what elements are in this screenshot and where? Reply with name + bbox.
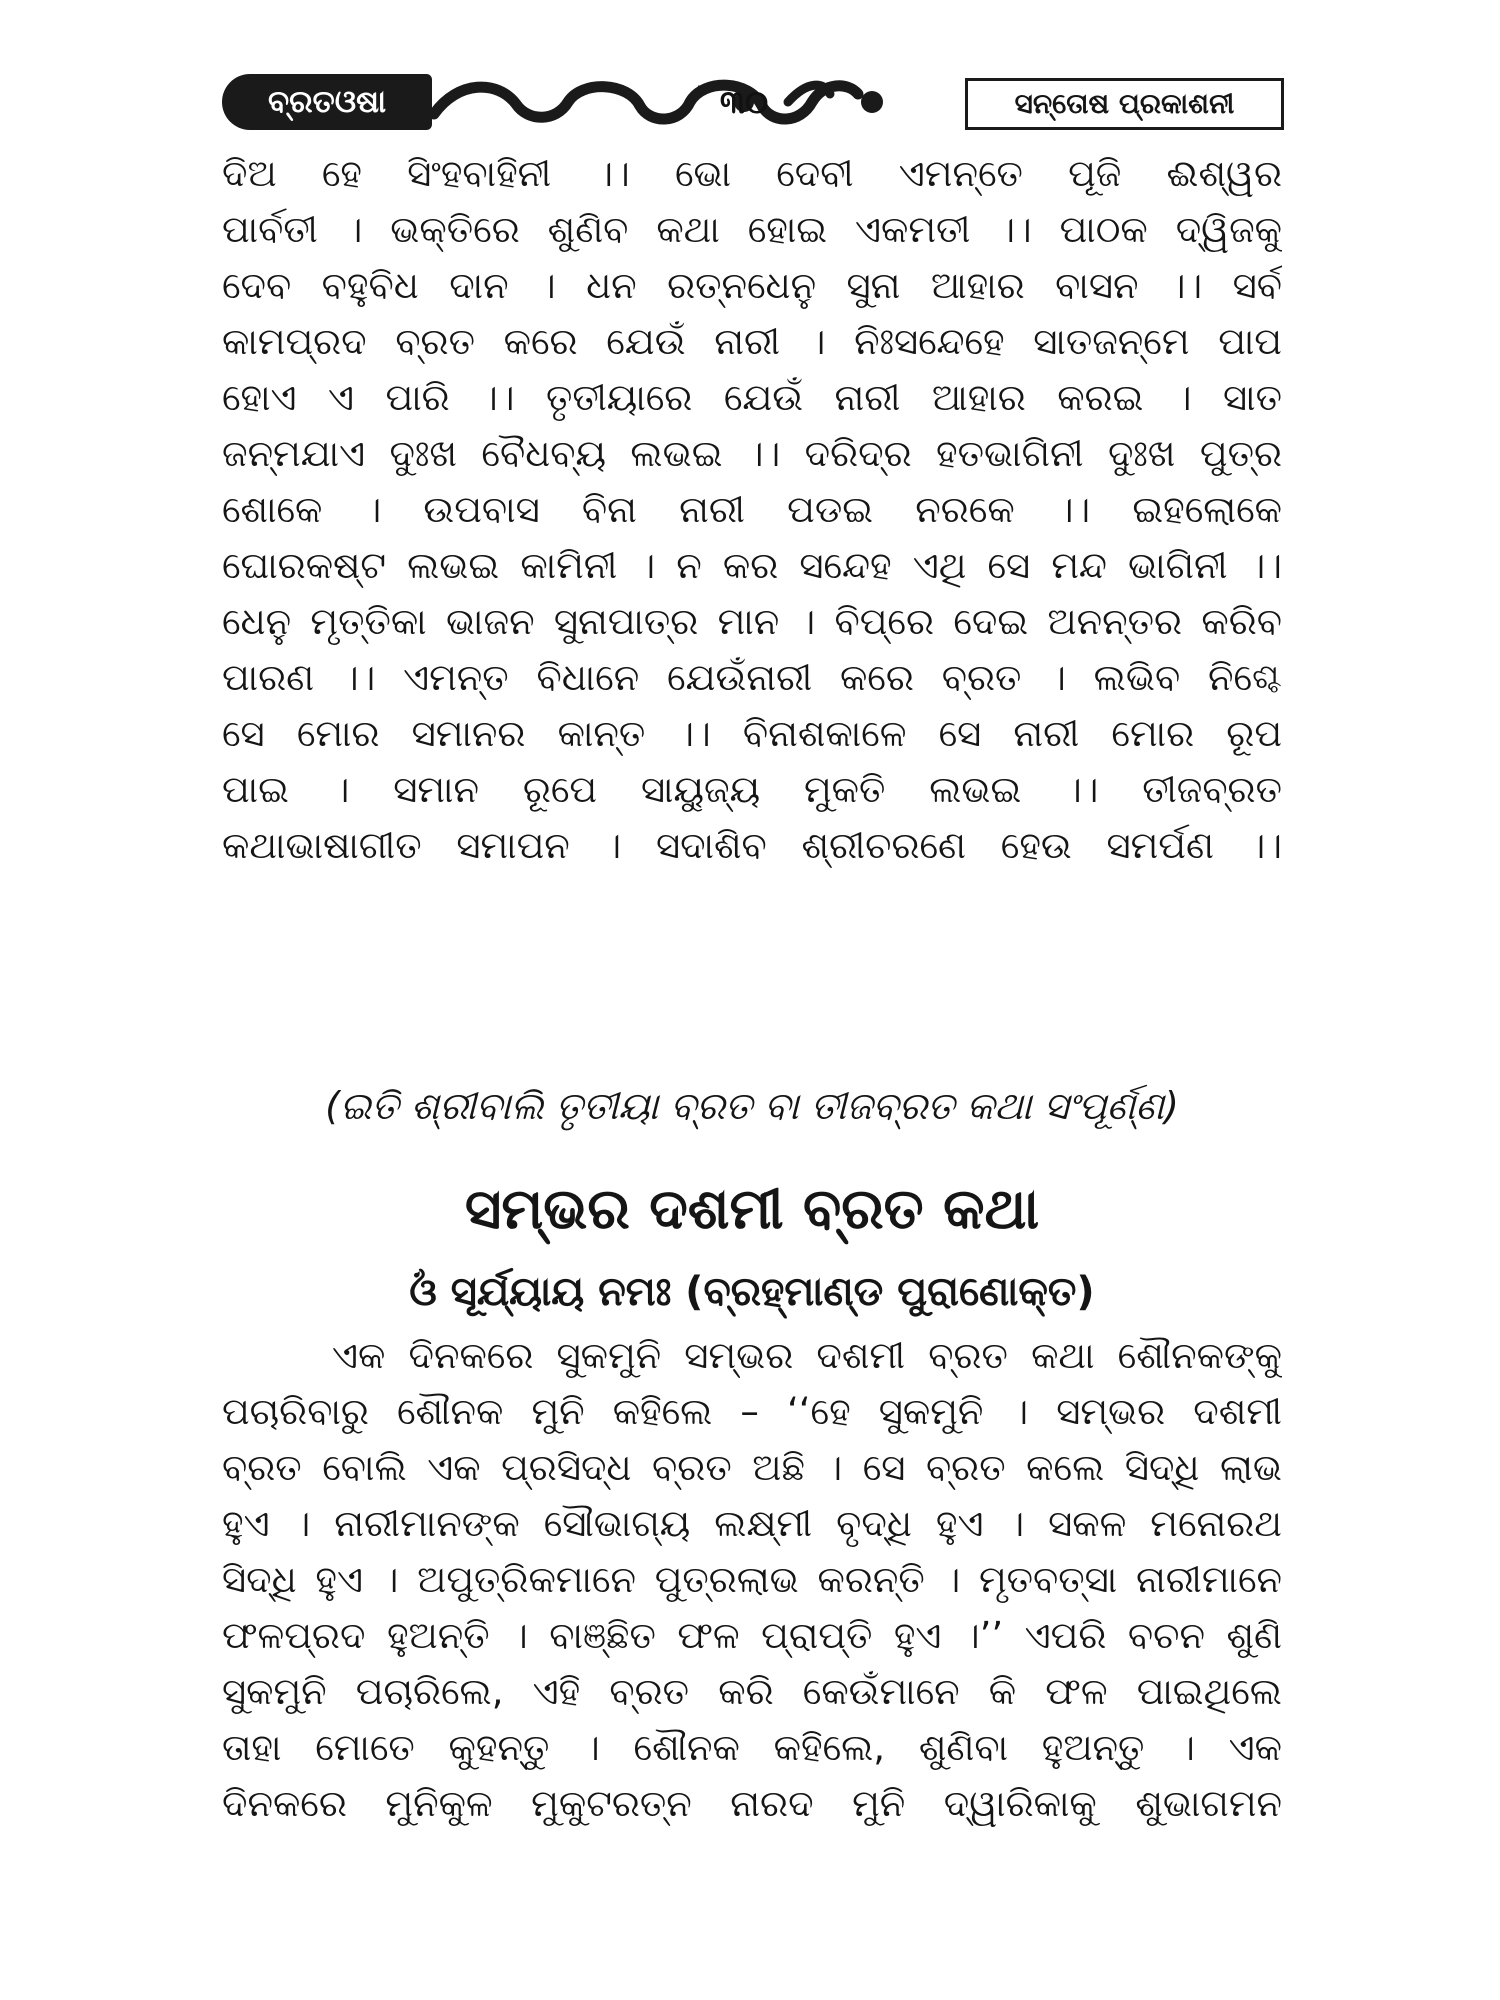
text-line: ଧେନୁ ମୃତ୍ତିକା ଭାଜନ ସୁନାପାତ୍ର ମାନ । ବିପ୍ରେ ଦେଇ ଅନନ୍ତର କରିବ xyxy=(222,600,1282,643)
text-line: ଦିଅ ହେ ସିଂହବାହିନୀ ।। ଭୋ ଦେବୀ ଏମନ୍ତେ ପୂଜି ଈଶ୍ୱର xyxy=(222,152,1282,195)
text-line: ଫଳପ୍ରଦ ହୁଅନ୍ତି । ବାଞ୍ଛିତ ଫଳ ପ୍ରାପ୍ତି ହୁଏ ।’’ ଏପରି ବଚନ ଶୁଣି xyxy=(222,1614,1282,1657)
text-line: ଏକ ଦିନକରେ ସୁକମୁନି ସମ୍ଭର ଦଶମୀ ବ୍ରତ କଥା ଶୌନକଙ୍କୁ xyxy=(332,1334,1282,1377)
text-line: ସେ ମୋର ସମାନର କାନ୍ତ ।। ବିନାଶକାଳେ ସେ ନାରୀ ମୋର ରୂପ xyxy=(222,712,1282,755)
text-line: ଜନ୍ମଯାଏ ଦୁଃଖ ବୈଧବ୍ୟ ଲଭଇ ।। ଦରିଦ୍ର ହତଭାଗିନୀ ଦୁଃଖ ପୁତ୍ର xyxy=(222,432,1282,475)
text-line: ସୁକମୁନି ପଚାରିଲେ, ଏହି ବ୍ରତ କରି କେଉଁମାନେ କି ଫଳ ପାଇଥିଲେ xyxy=(222,1670,1282,1713)
text-line: ହୋଏ ଏ ପାରି ।। ତୃତୀୟାରେ ଯେଉଁ ନାରୀ ଆହାର କରଇ । ସାତ xyxy=(222,376,1282,419)
text-line: ତାହା ମୋତେ କୁହନ୍ତୁ । ଶୌନକ କହିଲେ, ଶୁଣିବା ହୁଅନ୍ତୁ । ଏକ xyxy=(222,1726,1282,1769)
text-line: ପଚାରିବାରୁ ଶୌନକ ମୁନି କହିଲେ – ‘‘ହେ ସୁକମୁନି । ସମ୍ଭର ଦଶମୀ xyxy=(222,1390,1282,1433)
text-line: ଘୋରକଷ୍ଟ ଲଭଇ କାମିନୀ । ନ କର ସନ୍ଦେହ ଏଥି ସେ ମନ୍ଦ ଭାଗିନୀ ।। xyxy=(222,544,1282,587)
text-line: କାମପ୍ରଦ ବ୍ରତ କରେ ଯେଉଁ ନାରୀ । ନିଃସନ୍ଦେହେ ସାତଜନ୍ମେ ପାପ xyxy=(222,320,1282,363)
text-line: ବ୍ରତ ବୋଲି ଏକ ପ୍ରସିଦ୍ଧ ବ୍ରତ ଅଛି । ସେ ବ୍ରତ କଲେ ସିଦ୍ଧି ଲାଭ xyxy=(222,1446,1282,1489)
story-text-block xyxy=(222,1328,1282,1832)
text-line: ହୁଏ । ନାରୀମାନଙ୍କ ସୌଭାଗ୍ୟ ଲକ୍ଷ୍ମୀ ବୃଦ୍ଧି ହୁଏ । ସକଳ ମନୋରଥ xyxy=(222,1502,1282,1545)
header-book-title: ବ୍ରତଓଷା xyxy=(222,74,432,130)
header-publisher: ସନ୍ତୋଷ ପ୍ରକାଶନୀ xyxy=(965,78,1284,130)
text-line: ପାରଣ ।। ଏମନ୍ତ ବିଧାନେ ଯେଉଁନାରୀ କରେ ବ୍ରତ । ଲଭିବ ନିଶ୍ଚେ xyxy=(222,656,1282,699)
section-subtitle: ଓଁ ସୂର୍ଯ୍ୟାୟ ନମଃ (ବ୍ରହ୍ମାଣ୍ଡ ପୁରାଣୋକ୍ତ) xyxy=(409,1269,1095,1315)
text-line: ପାର୍ବତୀ । ଭକ୍ତିରେ ଶୁଣିବ କଥା ହୋଇ ଏକମତୀ ।। ପାଠକ ଦ୍ୱିଜକୁ xyxy=(222,208,1282,251)
text-line: ପାଇ । ସମାନ ରୂପେ ସାୟୁଜ୍ୟ ମୁକତି ଲଭଇ ।। ତୀଜବ୍ରତ xyxy=(222,768,1282,811)
text-line: ଶୋକେ । ଉପବାସ ବିନା ନାରୀ ପଡଇ ନରକେ ।। ଇହଲୋକେ xyxy=(222,488,1282,531)
text-line: ସିଦ୍ଧି ହୁଏ । ଅପୁତ୍ରିକମାନେ ପୁତ୍ରଲାଭ କରନ୍ତି । ମୃତବତ୍ସା ନାରୀମାନେ xyxy=(222,1558,1282,1601)
text-line: କଥାଭାଷାଗୀତ ସମାପନ । ସଦାଶିବ ଶ୍ରୀଚରଣେ ହେଉ ସମର୍ପଣ ।। xyxy=(222,824,1282,867)
closing-note: (ଇତି ଶ୍ରୀବାଲି ତୃତୀୟା ବ୍ରତ ବା ତୀଜବ୍ରତ କଥା ସଂପୂର୍ଣ୍ଣ) xyxy=(325,1084,1179,1128)
text-line: ଦିନକରେ ମୁନିକୁଳ ମୁକୁଟରତ୍ନ ନାରଦ ମୁନି ଦ୍ୱାରିକାକୁ ଶୁଭାଗମନ xyxy=(222,1782,1282,1825)
page-header xyxy=(222,74,1282,130)
page-number: ୩୦ xyxy=(719,83,769,121)
verse-text-block xyxy=(222,146,1282,874)
section-title: ସମ୍ଭର ଦଶମୀ ବ୍ରତ କଥା xyxy=(464,1177,1040,1242)
text-line: ଦେବ ବହୁବିଧ ଦାନ । ଧନ ରତ୍ନଧେନୁ ସୁନା ଆହାର ବାସନ ।। ସର୍ବ xyxy=(222,264,1282,307)
